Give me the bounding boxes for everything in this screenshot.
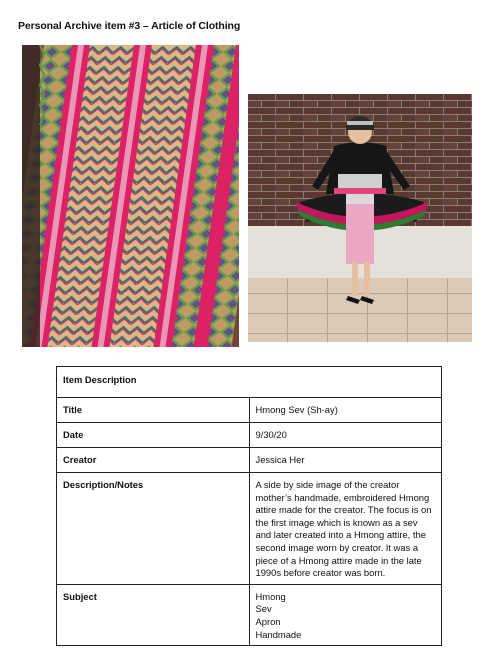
table-row-date — [57, 423, 442, 448]
row-value: 9/30/20 — [249, 423, 442, 448]
row-value: Hmong Sev (Sh-ay) — [249, 398, 442, 423]
table-row-creator — [57, 448, 442, 473]
subject-values — [249, 584, 442, 645]
row-value: A side by side image of the creator mother’s handmade, embroidered Hmong attire made for the creator. The focus is on the first image which is known as a sev and later created into a Hmong attire, the second image worn by creator. It was a piece of a Hmong attire made in the late 1990s before creator was born. — [249, 473, 442, 585]
subject-item: Hmong — [255, 590, 286, 602]
row-label: Title — [57, 398, 250, 423]
table-row-subject — [57, 584, 442, 645]
document-title: Personal Archive item #3 – Article of Clothing — [18, 20, 241, 32]
subject-item: Handmade — [255, 628, 302, 640]
textile-photo — [22, 45, 239, 347]
table-row-description — [57, 473, 442, 585]
row-value: Jessica Her — [249, 448, 442, 473]
item-description-table — [56, 366, 442, 646]
row-label: Subject — [57, 584, 250, 645]
attire-photo — [248, 94, 472, 342]
table-header-row — [57, 367, 442, 398]
subject-item: Apron — [255, 615, 281, 627]
table-header: Item Description — [57, 367, 442, 398]
row-label: Description/Notes — [57, 473, 250, 585]
row-label: Creator — [57, 448, 250, 473]
table-row-title — [57, 398, 442, 423]
subject-item: Sev — [255, 603, 272, 615]
row-label: Date — [57, 423, 250, 448]
